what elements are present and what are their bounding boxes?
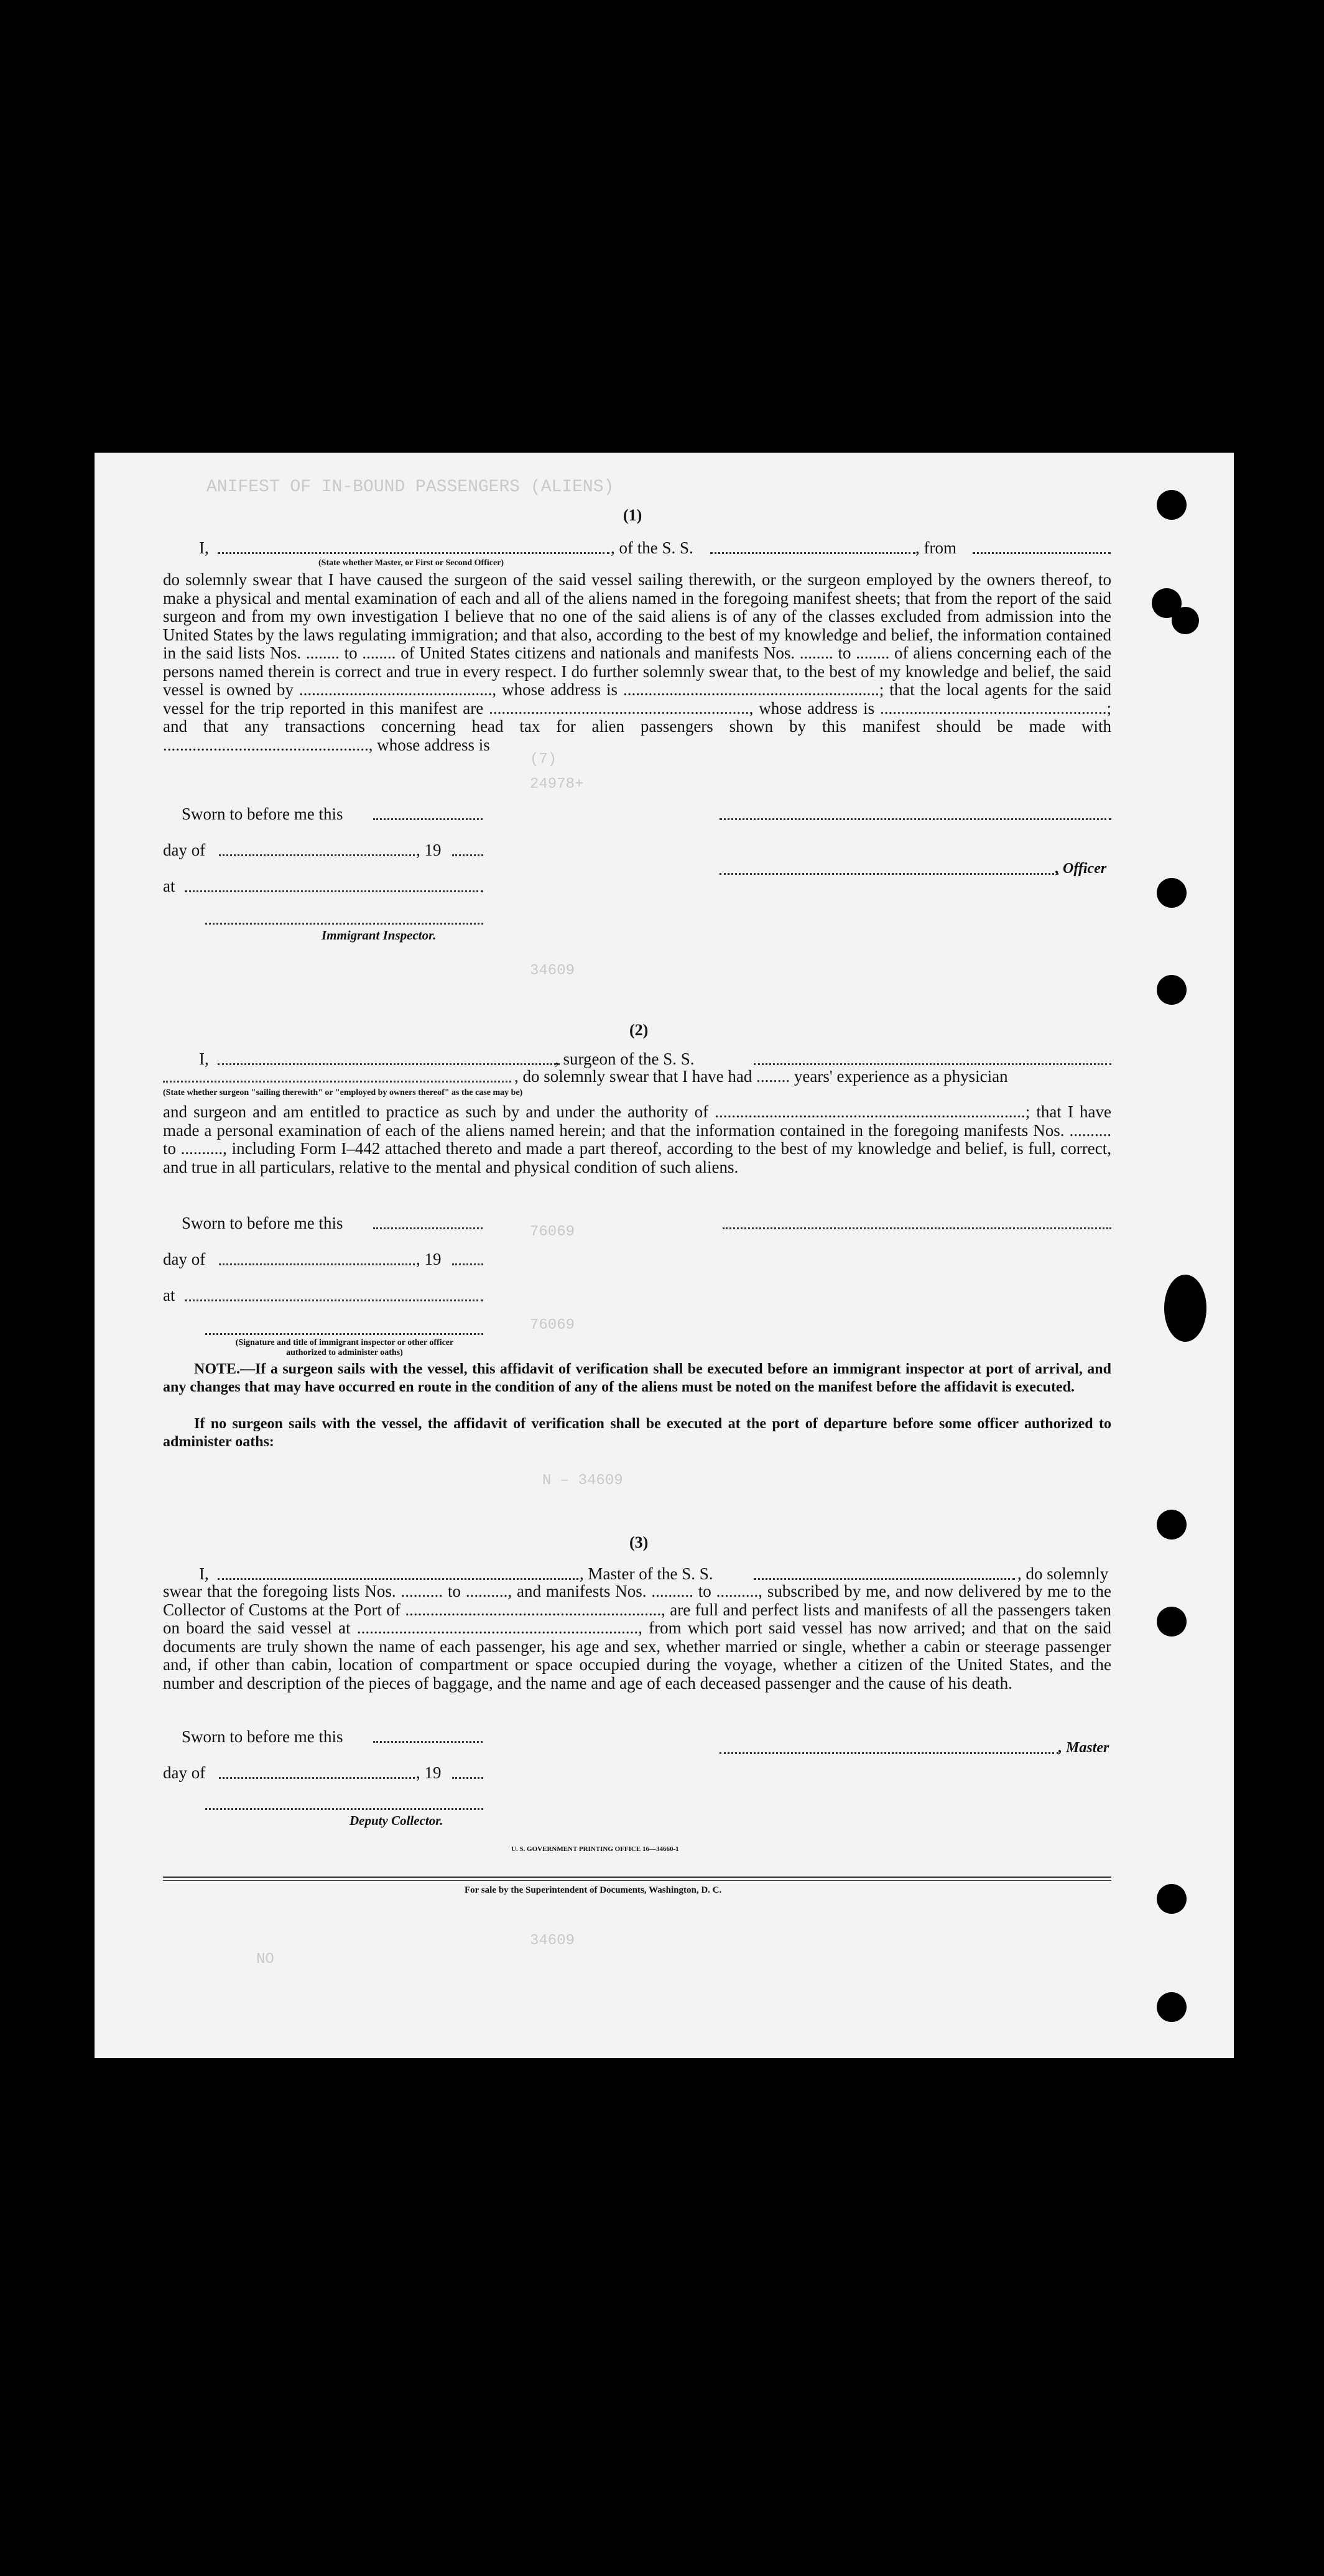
section-2-number: (2) [629, 1021, 649, 1039]
year-label-1: , 19 [416, 841, 442, 859]
section-3-lead: I, [199, 1564, 209, 1583]
bleed-through-text: 76069 [530, 1317, 575, 1334]
inspector-signature-line[interactable] [205, 923, 483, 925]
officer-signature-line[interactable] [720, 818, 1111, 820]
section-3-oath-text: swear that the foregoing lists Nos. .......... to .........., and manifests Nos. .......... to .........., subscribed by me, and now delivered by me to the Collector of Customs at the Port of ............................................................., are full and perfect lists and manifests of all the passengers taken on board the said vessel at ..................................................................., from which port said vessel has now arrived; and that on the said documents are truly shown the name of each passenger, his age and sex, whether married or single, whether a cabin or steerage passenger and, if other than cabin, location of compartment or space occupied during the voyage, whether a citizen of the United States, and the number and description of the pieces of baggage, and the name and age of each deceased passenger and the cause of his death. [163, 1582, 1111, 1692]
of-the-ss-label: , of the S. S. [611, 538, 693, 557]
surgeon-status-caption: (State whether surgeon "sailing therewith" or "employed by owners thereof" as the case may be) [163, 1088, 523, 1097]
surgeon-signature-line[interactable] [723, 1227, 1111, 1229]
surgeon-years-text: , do solemnly swear that I have had ........ years' experience as a physician [514, 1067, 1008, 1086]
sworn-label-1: Sworn to before me this [182, 805, 343, 823]
master-of-label: , Master of the S. S. [580, 1564, 713, 1583]
section-2-lead: I, [199, 1050, 209, 1068]
section-1-lead: I, [199, 538, 209, 557]
master-label: , Master [1058, 1740, 1109, 1756]
from-port-line[interactable] [973, 552, 1111, 554]
year-line-3[interactable] [452, 1777, 483, 1779]
surgeon-name-line[interactable] [218, 1063, 560, 1065]
at-place-line-2[interactable] [185, 1300, 483, 1301]
sworn-date-line-2[interactable] [373, 1227, 483, 1229]
at-label-2: at [163, 1286, 175, 1304]
punch-hole [1157, 975, 1187, 1005]
punch-hole [1157, 1510, 1187, 1540]
officer-label: , Officer [1055, 861, 1107, 877]
punch-hole [1157, 1607, 1187, 1637]
sworn-date-line-1[interactable] [373, 818, 483, 820]
year-line-1[interactable] [452, 854, 483, 856]
surgeon-status-line[interactable] [163, 1081, 511, 1083]
immigrant-inspector-label: Immigrant Inspector. [322, 928, 437, 943]
year-label-2: , 19 [416, 1250, 442, 1268]
officer-name-line[interactable] [218, 552, 609, 554]
bleed-through-text: N – 34609 [542, 1472, 623, 1489]
day-of-label-2: day of [163, 1250, 206, 1268]
punch-hole [1157, 1884, 1187, 1914]
section-1-number: (1) [623, 506, 642, 524]
from-label: , from [915, 538, 956, 557]
torn-edge [1164, 1275, 1206, 1342]
punch-hole [1157, 490, 1187, 520]
master-signature-line[interactable] [720, 1752, 1058, 1754]
sworn-date-line-3[interactable] [373, 1741, 483, 1743]
at-label-1: at [163, 877, 175, 895]
punch-hole [1157, 1992, 1187, 2022]
officer-title-line[interactable] [720, 873, 1058, 875]
master-vessel-line[interactable] [754, 1578, 1015, 1580]
bleed-through-text: (7) [530, 751, 557, 768]
surgeon-vessel-line[interactable] [754, 1063, 1111, 1065]
punch-hole [1157, 878, 1187, 908]
sale-notice: For sale by the Superintendent of Documents, Washington, D. C. [465, 1885, 722, 1895]
note-surgeon-sails: NOTE.—If a surgeon sails with the vessel, this affidavit of verification shall be executed before an immigrant inspector at port of arrival, and any changes that may have occurred en route in the condition of any of the aliens must be noted on the manifest before the affidavit is executed. [163, 1361, 1111, 1395]
master-name-line[interactable] [218, 1578, 578, 1580]
bleed-through-text: NO [256, 1951, 274, 1968]
month-line-2[interactable] [219, 1263, 415, 1265]
signature-caption: (Signature and title of immigrant inspector or other officer authorized to administer oaths) [235, 1338, 454, 1357]
deputy-collector-label: Deputy Collector. [350, 1813, 443, 1828]
do-solemnly-label: , do solemnly [1017, 1564, 1109, 1583]
at-place-line-1[interactable] [185, 890, 483, 892]
bleed-through-text: ANIFEST OF IN-BOUND PASSENGERS (ALIENS) [206, 478, 614, 497]
vessel-name-line[interactable] [710, 552, 915, 554]
month-line-1[interactable] [219, 854, 415, 856]
footer-rule-thin [163, 1880, 1111, 1881]
year-line-2[interactable] [452, 1263, 483, 1265]
section-2-oath-text: and surgeon and am entitled to practice as such by and under the authority of ..........................................................................; that I have made a personal examination of each of the aliens named herein; and that the information contained in the foregoing manifests Nos. .......... to .........., including Form I–442 attached thereto and made a part thereof, according to the best of my knowledge and belief, is full, correct, and true in all particulars, relative to the mental and physical condition of such aliens. [163, 1102, 1111, 1176]
bleed-through-text: 34609 [530, 1932, 575, 1949]
day-of-label-3: day of [163, 1763, 206, 1782]
bleed-through-text: 34609 [530, 963, 575, 979]
punch-hole [1172, 607, 1199, 634]
sworn-label-2: Sworn to before me this [182, 1214, 343, 1232]
footer-rule [163, 1877, 1111, 1878]
authorized-officer-signature-line[interactable] [205, 1333, 483, 1335]
day-of-label-1: day of [163, 841, 206, 859]
gpo-imprint: U. S. GOVERNMENT PRINTING OFFICE 16—34660-1 [511, 1845, 679, 1853]
surgeon-of-label: , surgeon of the S. S. [555, 1050, 695, 1068]
bleed-through-text: 24978+ [530, 776, 584, 793]
collector-signature-line[interactable] [205, 1808, 483, 1810]
bleed-through-text: 76069 [530, 1224, 575, 1240]
month-line-3[interactable] [219, 1777, 415, 1779]
year-label-3: , 19 [416, 1763, 442, 1782]
officer-role-caption: (State whether Master, or First or Second Officer) [318, 558, 504, 568]
manifest-back-page [95, 453, 1234, 2058]
note-no-surgeon: If no surgeon sails with the vessel, the affidavit of verification shall be executed at the port of departure before some officer authorized to administer oaths: [163, 1416, 1111, 1450]
section-1-oath-text: do solemnly swear that I have caused the surgeon of the said vessel sailing therewith, or the surgeon employed by the owners thereof, to make a physical and mental examination of each and all of the aliens named in the foregoing manifest sheets; that from the report of the said surgeon and from my own investigation I believe that no one of the said aliens is of any of the classes excluded from admission into the United States by the laws regulating immigration; and that also, according to the best of my knowledge and belief, the information contained in the said lists Nos. ........ to ........ of United States citizens and nationals and manifests Nos. ........ to ........ of aliens concerning each of the persons named therein is correct and true in every respect. I do further solemnly swear that, to the best of my knowledge and belief, the said vessel is owned by .............................................., whose address is .............................................................; that the local agents for the said vessel for the trip reported in this manifest are .............................................................., whose address is ......................................................; and that any transactions concerning head tax for alien passengers shown by this manifest should be made with ................................................., whose address is [163, 570, 1111, 754]
section-3-number: (3) [629, 1533, 649, 1551]
sworn-label-3: Sworn to before me this [182, 1727, 343, 1746]
